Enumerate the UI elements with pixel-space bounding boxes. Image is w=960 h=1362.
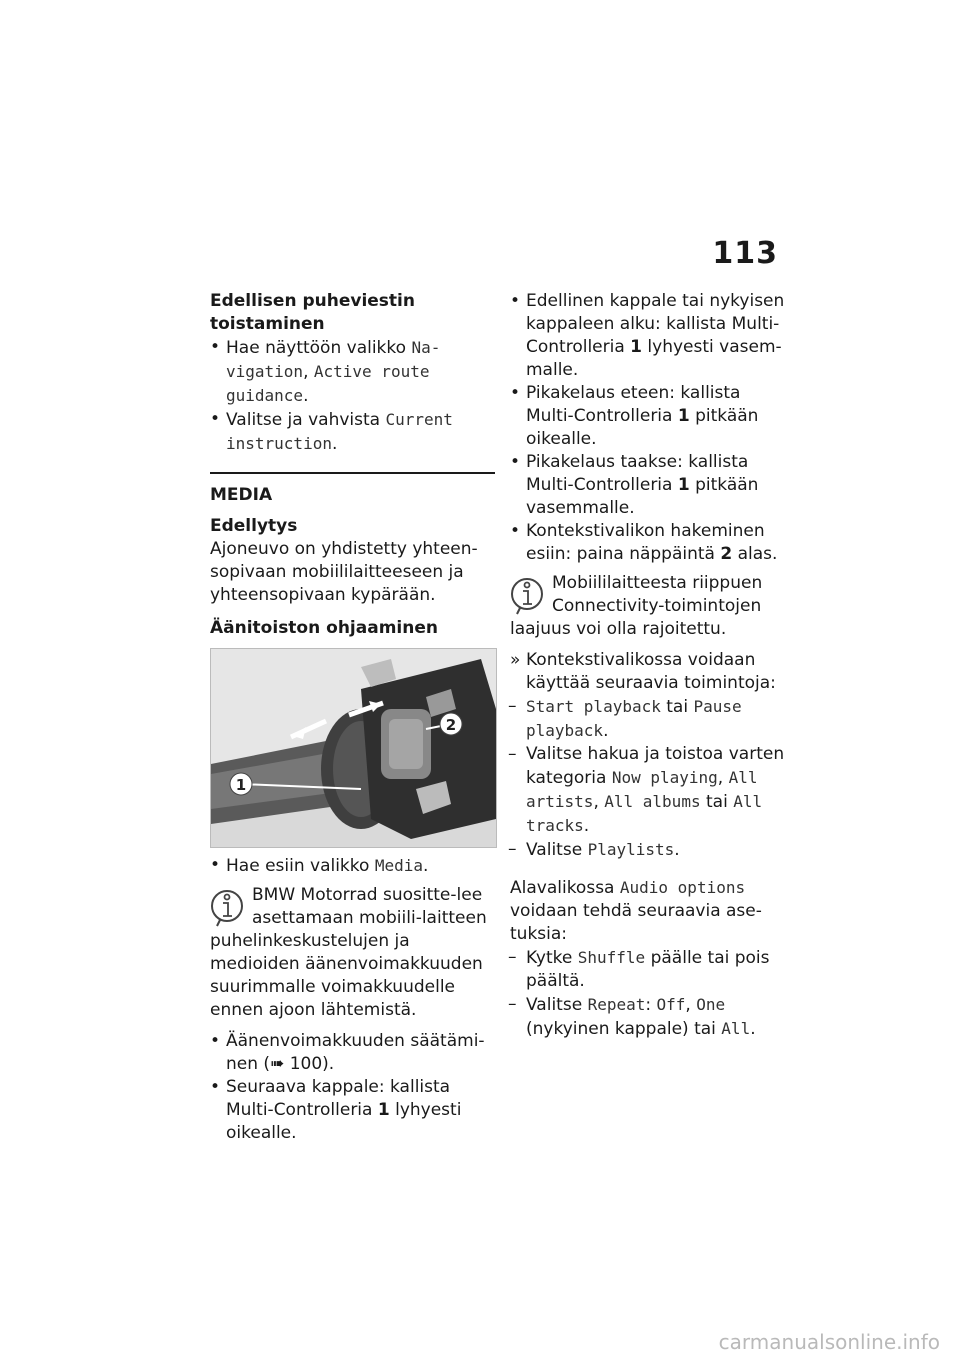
text: Hae näyttöön valikko <box>226 338 412 358</box>
list-item <box>510 290 790 382</box>
menu-code: Shuffle <box>577 948 646 967</box>
text: Pikakelaus taakse: kallista Multi-Controlleria <box>526 452 749 495</box>
text: Kytke <box>526 948 578 968</box>
submenu-intro <box>510 876 790 946</box>
text: . <box>603 721 609 741</box>
menu-code: Off <box>656 995 686 1014</box>
heading-repeat-voice: Edellisen puheviestin toistaminen <box>210 291 415 334</box>
prereq-title: Edellytys <box>210 516 298 536</box>
text: lyhyesti vasem-malle. <box>526 337 782 380</box>
text: . <box>583 816 590 836</box>
text: (nykyinen kappale) tai <box>526 1019 722 1039</box>
control-title: Äänitoiston ohjaaminen <box>210 618 438 638</box>
text: Alavalikossa <box>510 878 620 898</box>
text: 100). <box>284 1054 335 1074</box>
callout-ref: 1 <box>377 1100 390 1120</box>
left-column <box>210 290 495 1145</box>
text: . <box>331 434 338 454</box>
text: Pikakelaus eteen: kallista Multi-Controlleria <box>526 383 741 426</box>
menu-code: Repeat <box>587 995 646 1014</box>
text: Valitse <box>526 840 588 860</box>
text: , <box>303 362 314 382</box>
right-column <box>510 290 790 1041</box>
text: Hae esiin valikko <box>226 856 375 876</box>
text: Valitse <box>526 995 588 1015</box>
info-icon <box>510 574 544 616</box>
result-item <box>510 649 790 695</box>
text: alas. <box>732 544 778 564</box>
text: , <box>685 995 697 1015</box>
callout-ref: 1 <box>630 337 643 357</box>
info-text: BMW Motorrad suositte-lee asettamaan mobiili-laitteen puhelinkeskustelujen ja medioiden äänenvoimakkuuden suurimmalle voimakkuudelle ennen ajoon lähtemistä. <box>210 885 487 1020</box>
info-note <box>210 884 495 1022</box>
list-item <box>210 408 495 456</box>
text: Kontekstivalikossa voidaan käyttää seuraavia toimintoja: <box>526 650 776 693</box>
menu-code: All artists <box>526 768 758 811</box>
text: Edellinen kappale tai nykyisen kappaleen alku: kallista Multi-Controlleria <box>526 291 785 357</box>
list-item <box>210 336 495 408</box>
menu-code: Now playing <box>611 768 718 787</box>
dash-item <box>510 695 790 743</box>
text: Kontekstivalikon hakeminen esiin: paina näppäintä <box>526 521 765 564</box>
text: . <box>303 386 309 406</box>
menu-code: Playlists <box>587 840 675 859</box>
text: , <box>717 768 729 788</box>
text: . <box>423 856 429 876</box>
list-item <box>510 520 790 566</box>
info-icon <box>210 886 244 928</box>
menu-code: Na-vigation <box>226 338 441 381</box>
menu-code: Media <box>374 856 423 875</box>
menu-code: All albums <box>604 792 701 811</box>
dash-item <box>510 993 790 1041</box>
menu-code: Audio options <box>619 878 746 897</box>
callout-ref: 2 <box>720 544 733 564</box>
list-item <box>210 854 495 878</box>
handlebar-illustration <box>211 649 496 847</box>
callout-ref: 1 <box>677 406 690 426</box>
dash-item <box>510 946 790 993</box>
text: Valitse hakua ja toistoa varten kategoria <box>526 744 785 788</box>
callout-2: 2 <box>445 716 457 734</box>
menu-code: One <box>696 995 726 1014</box>
text: , <box>593 792 605 812</box>
menu-code: All tracks <box>526 792 763 835</box>
text: Äänenvoimakkuuden säätämi-nen ( <box>226 1031 485 1074</box>
text: : <box>645 995 657 1015</box>
handlebar-figure <box>210 648 497 848</box>
text: pitkään vasemmalle. <box>526 475 759 518</box>
menu-code: All <box>721 1019 751 1038</box>
page-number: 113 <box>712 236 778 271</box>
text: tai <box>700 792 734 812</box>
menu-code: Pause playback <box>526 697 742 740</box>
callout-1: 1 <box>235 776 247 794</box>
text: . <box>750 1019 756 1039</box>
info-text: Mobiililaitteesta riippuen Connectivity-toimintojen laajuus voi olla rajoitettu. <box>510 573 763 639</box>
text: päälle tai pois päältä. <box>526 948 770 991</box>
page-ref-arrow-icon: ➠ <box>270 1054 285 1074</box>
list-item <box>210 1076 495 1145</box>
text: Seuraava kappale: kallista Multi-Controlleria <box>226 1077 451 1120</box>
prereq-text: Ajoneuvo on yhdistetty yhteen-sopivaan mobiililaitteeseen ja yhteensopivaan kypärään. <box>210 539 478 605</box>
dash-item <box>510 743 790 838</box>
menu-code: Start playback <box>526 697 661 716</box>
text: tai <box>660 697 694 717</box>
list-item <box>510 451 790 520</box>
text: pitkään oikealle. <box>526 406 759 449</box>
text: Valitse ja vahvista <box>226 410 386 430</box>
menu-code: Active route guidance <box>226 362 430 405</box>
callout-ref: 1 <box>677 475 690 495</box>
text: lyhyesti oikealle. <box>226 1100 462 1143</box>
text: . <box>674 840 680 860</box>
dash-item <box>510 838 790 862</box>
watermark: carmanualsonline.info <box>718 1330 940 1354</box>
list-item <box>510 382 790 451</box>
list-item <box>210 1030 495 1076</box>
menu-code: Current instruction <box>226 410 453 453</box>
text: voidaan tehdä seuraavia ase-tuksia: <box>510 901 762 944</box>
section-title-media: MEDIA <box>210 472 495 507</box>
info-note <box>510 572 790 641</box>
